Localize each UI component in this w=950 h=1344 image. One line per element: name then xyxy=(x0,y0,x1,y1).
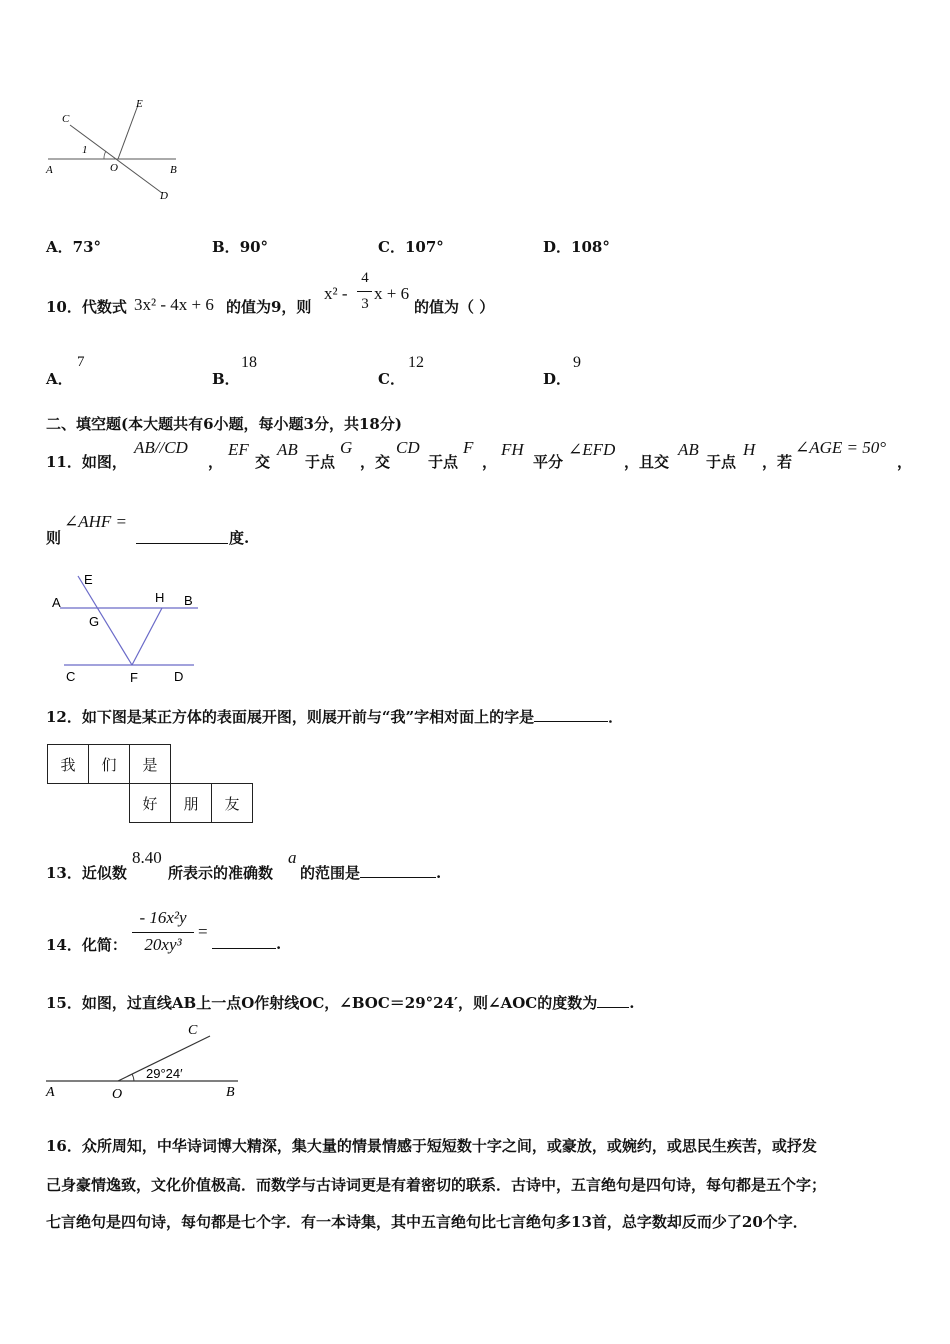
q14-answer: . xyxy=(212,934,281,953)
q16-line-1: 16．众所周知，中华诗词博大精深，集大量的情景情感于短短数十字之间，或豪放，或婉约，或思民生疾苦，或抒发 xyxy=(46,1137,817,1155)
q13-post: 的范围是 . xyxy=(300,864,442,882)
net-cell-wo: 我 xyxy=(48,745,89,784)
label-C: C xyxy=(188,1023,198,1038)
q11-text: ， xyxy=(897,453,913,471)
q10-tail: 的值为（ ） xyxy=(414,298,495,316)
q13-mid: 所表示的准确数 xyxy=(168,864,274,882)
label-H: H xyxy=(155,590,165,605)
q10-expr2-a: x² - xyxy=(324,284,348,303)
label-F: F xyxy=(130,670,138,685)
net-cell-peng: 朋 xyxy=(171,784,212,823)
q11-text: ，交 xyxy=(360,453,391,471)
q11-math-f: F xyxy=(463,438,474,457)
label-O: O xyxy=(110,162,118,174)
q11-unit: 度. xyxy=(229,529,250,547)
q15-answer-blank[interactable] xyxy=(597,993,629,1008)
label-G: G xyxy=(89,614,100,629)
q10-mid: 的值为9，则 xyxy=(226,298,312,316)
q10-expr2-b: x + 6 xyxy=(374,284,410,303)
q10-option-b-letter: B． xyxy=(212,370,240,388)
q13-pre: 13．近似数 xyxy=(46,864,127,882)
q14-numerator: - 16x²y xyxy=(139,908,187,927)
q14-denominator: 20xy³ xyxy=(144,935,182,954)
q11-text: ，若 xyxy=(762,453,793,471)
q10-frac-den: 3 xyxy=(361,296,369,312)
q11-math-g: G xyxy=(340,438,353,457)
q14-fraction-bar xyxy=(132,932,194,933)
q10-frac-bar xyxy=(357,291,372,292)
q16-line-3: 七言绝句是四句诗，每句都是七个字．有一本诗集，其中五言绝句比七言绝句多13首，总字数却反而少了20个字． xyxy=(46,1213,808,1231)
figure-q9-angles xyxy=(40,95,190,207)
q10-number: 10．代数式 xyxy=(46,298,127,316)
q9-option-c: C．107° xyxy=(378,238,444,256)
q11-answer-blank[interactable] xyxy=(136,526,228,544)
q11-text: 于点 xyxy=(305,453,336,471)
q9-option-d: D．108° xyxy=(543,238,610,256)
q11-text: 于点 xyxy=(428,453,459,471)
q15-text: 15．如图，过直线AB上一点O作射线OC，∠BOC＝29°24′，则∠AOC的度数为 . xyxy=(46,994,635,1012)
label-B: B xyxy=(226,1085,235,1100)
q10-option-c-letter: C． xyxy=(378,370,405,388)
q12-answer-blank[interactable] xyxy=(534,707,608,722)
q10-option-b-value: 18 xyxy=(241,354,257,371)
q12-text: 12．如下图是某正方体的表面展开图，则展开前与“我”字相对面上的字是 ． xyxy=(46,708,624,726)
q11-math-h: H xyxy=(743,440,756,459)
cube-net-table xyxy=(47,744,253,823)
q11-text: 交 xyxy=(255,453,271,471)
label-A: A xyxy=(46,1085,55,1100)
q14-answer-blank[interactable] xyxy=(212,934,276,949)
q10-option-d-letter: D． xyxy=(543,370,572,388)
q11-math-ab-2: AB xyxy=(678,440,699,459)
label-D: D xyxy=(174,669,184,684)
q11-math-ef: EF xyxy=(228,440,249,459)
label-C: C xyxy=(62,113,70,125)
angle-label: 29°24′ xyxy=(146,1066,183,1081)
q11-math-ab-parallel-cd: AB//CD xyxy=(134,438,188,457)
q11-then: 则 xyxy=(46,529,62,547)
net-cell-men: 们 xyxy=(89,745,130,784)
q11-text: 于点 xyxy=(706,453,737,471)
q11-text: ， xyxy=(208,453,224,471)
q11-math-efd: ∠EFD xyxy=(568,440,616,459)
figure-q11-parallel-lines xyxy=(46,570,206,688)
q11-math-ahf: ∠AHF = xyxy=(64,512,128,531)
q10-option-a-value: 7 xyxy=(77,354,85,370)
section-2-heading: 二、填空题(本大题共有6小题，每小题3分，共18分) xyxy=(46,415,402,433)
label-B: B xyxy=(170,164,177,176)
label-angle-1: 1 xyxy=(82,144,88,156)
q13-approx-number: 8.40 xyxy=(132,848,162,867)
q10-option-c-value: 12 xyxy=(408,354,424,371)
label-A: A xyxy=(46,164,53,176)
q11-math-cd: CD xyxy=(396,438,420,457)
q9-option-a: A．73° xyxy=(46,238,102,256)
q11-math-fh: FH xyxy=(501,440,524,459)
label-A: A xyxy=(52,595,61,610)
q11-number: 11．如图， xyxy=(46,453,127,471)
figure-q15-angle xyxy=(42,1018,248,1104)
q14-equals: = xyxy=(198,922,208,941)
net-cell-shi: 是 xyxy=(130,745,171,784)
q14-pre: 14．化简： xyxy=(46,936,127,954)
q10-option-d-value: 9 xyxy=(573,354,581,371)
q11-math-ab: AB xyxy=(277,440,298,459)
q13-var-a: a xyxy=(288,848,297,867)
q16-line-2: 己身豪情逸致，文化价值极高．而数学与古诗词更是有着密切的联系．古诗中，五言绝句是四句诗，每句都是五个字； xyxy=(46,1176,827,1194)
q11-text: ， xyxy=(482,453,498,471)
net-cell-you: 友 xyxy=(212,784,253,823)
q11-text: 平分 xyxy=(533,453,564,471)
net-cell-hao: 好 xyxy=(130,784,171,823)
label-C: C xyxy=(66,669,76,684)
label-O: O xyxy=(112,1087,123,1102)
q11-math-age: ∠AGE = 50° xyxy=(795,438,887,457)
label-E: E xyxy=(136,98,143,110)
label-E: E xyxy=(84,572,93,587)
q13-answer-blank[interactable] xyxy=(360,863,436,878)
q10-option-a-letter: A． xyxy=(46,370,73,388)
q11-text: ，且交 xyxy=(624,453,670,471)
q9-option-b: B．90° xyxy=(212,238,269,256)
label-B: B xyxy=(184,593,193,608)
q10-frac-num: 4 xyxy=(361,270,369,286)
q10-expr1: 3x² - 4x + 6 xyxy=(134,295,214,314)
label-D: D xyxy=(160,190,168,202)
